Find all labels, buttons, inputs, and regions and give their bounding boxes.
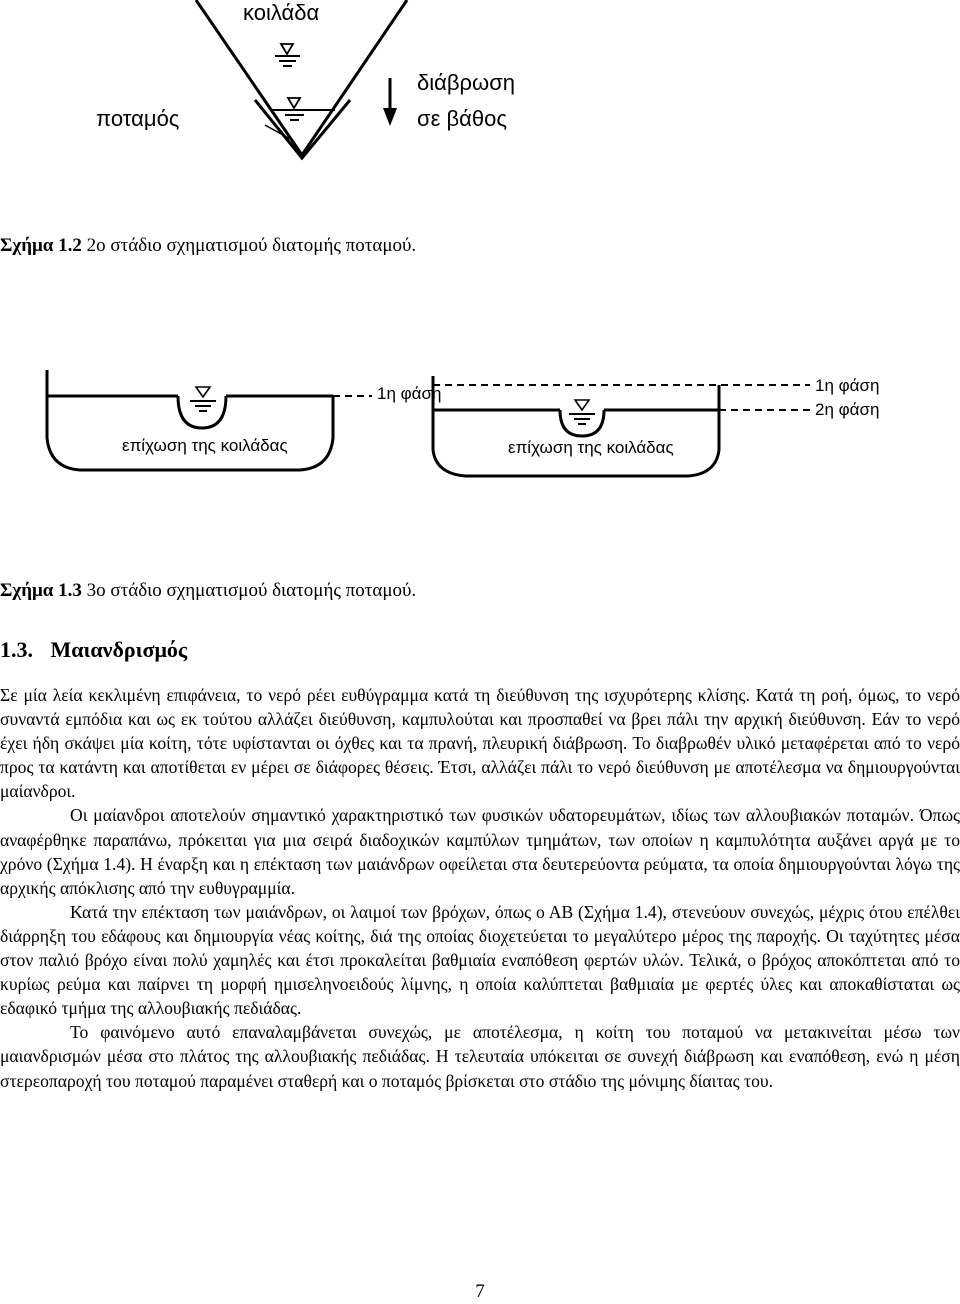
water-level-symbol-upper — [275, 44, 300, 66]
erosion-arrow — [383, 78, 397, 126]
right-phase1-label: 1η φάση — [815, 376, 880, 395]
figure-1-3 — [0, 360, 960, 480]
caption-prefix: Σχήμα 1.2 — [0, 235, 82, 256]
figure-1-2 — [0, 0, 960, 200]
caption-text: 2ο στάδιο σχηματισμού διατομής ποταμού. — [81, 235, 417, 256]
v-valley-diagram — [0, 0, 960, 200]
right-fill-label: επίχωση της κοιλάδας — [508, 438, 674, 457]
section-body — [0, 683, 960, 1093]
paragraph-1: Σε μία λεία κεκλιμένη επιφάνεια, το νερό ρέει ευθύγραμμα κατά τη διεύθυνση της ισχυρότερης κλίσης. Κατά τη ροή, όμως, το νερό συναντά εμπόδια και ως εκ τούτου αλλάζει διεύθυνση, καμπυλούται και προσπαθεί να βρει πάλι την αρχική διεύθυνση. Εάν το νερό έχει ήδη σκάψει μία κοίτη, τότε υφίστανται οι όχθες και τα πρανή, πλευρική διάβρωση. Το διαβρωθέν υλικό μεταφέρεται από το νερό προς τα κατάντη και αποτίθεται εν μέρει σε διάφορες θέσεις. Έτσι, αλλάζει πάλι το νερό διεύθυνση με αποτέλεσμα να δημιουργούνται μαίανδροι. — [0, 685, 960, 802]
caption-text: 3ο στάδιο σχηματισμού διατομής ποταμού. — [81, 580, 417, 601]
section-number: 1.3. — [0, 637, 33, 662]
paragraph-4: Το φαινόμενο αυτό επαναλαμβάνεται συνεχώς, με αποτέλεσμα, η κοίτη του ποταμού να μετακινείται μέσω των μαιανδρισμών μέσα στο πλάτος της αλλουβιακής πεδιάδας. Η τελευταία υπόκειται σε συνεχή διάβρωση και εναπόθεση, ενώ η μέση στερεοπαροχή του ποταμού παραμένει σταθερή και ο ποταμός βρίσκεται στο στάδιο της μόνιμης δίαιτας του. — [0, 1022, 960, 1091]
left-fill-label: επίχωση της κοιλάδας — [122, 436, 288, 455]
label-erosion-line2: σε βάθος — [417, 106, 507, 131]
label-valley: κοιλάδα — [243, 0, 320, 25]
caption-prefix: Σχήμα 1.3 — [0, 580, 82, 601]
label-river: ποταμός — [96, 106, 180, 131]
paragraph-3: Κατά την επέκταση των μαιάνδρων, οι λαιμοί των βρόχων, όπως ο ΑΒ (Σχήμα 1.4), στενεύουν συνεχώς, μέχρις ότου επέλθει διάρρηξη του εδάφους και δημιουργία νέας κοίτης, διά της οποίας διοχετεύεται το μεγαλύτερο μέρος της παροχής. Οι ταχύτητες μέσα στον παλιό βρόχο είναι πολύ χαμηλές και έτσι προκαλείται βαθμιαία εναπόθεση φερτών υλών. Τελικά, ο βρόχος αποκόπτεται από το κυρίως ρεύμα και παίρνει τη μορφή ημισεληνοειδούς λίμνης, η οποία καλύπτεται βαθμιαία με φερτές ύλες και αποκαθίσταται ως εδαφικό τμήμα της αλλουβιακής πεδιάδας. — [0, 901, 960, 1019]
figure-caption-1-2 — [0, 235, 416, 257]
right-phase2-label: 2η φάση — [815, 400, 880, 419]
section-title: Μαιανδρισμός — [50, 637, 188, 662]
left-phase-label: 1η φάση — [377, 384, 442, 403]
label-erosion-line1: διάβρωση — [417, 70, 516, 95]
water-level-symbol-lower — [270, 98, 335, 120]
figure-caption-1-3 — [0, 580, 416, 602]
page-number: 7 — [475, 1281, 485, 1302]
section-heading — [0, 637, 187, 663]
paragraph-2: Οι μαίανδροι αποτελούν σημαντικό χαρακτηριστικό των φυσικών υδατορευμάτων, ιδίως των αλλουβιακών ποταμών. Όπως αναφέρθηκε παραπάνω, πρόκειται για μια σειρά διαδοχικών καμπύλων τμημάτων, των οποίων η καμπυλότητα αυξάνει αργά με το χρόνο (Σχήμα 1.4). Η έναρξη και η επέκταση των μαιάνδρων οφείλεται στα δευτερεύοντα ρεύματα, τα οποία δημιουργούνται λόγω της αρχικής απόκλισης από την ευθυγραμμία. — [0, 805, 960, 898]
